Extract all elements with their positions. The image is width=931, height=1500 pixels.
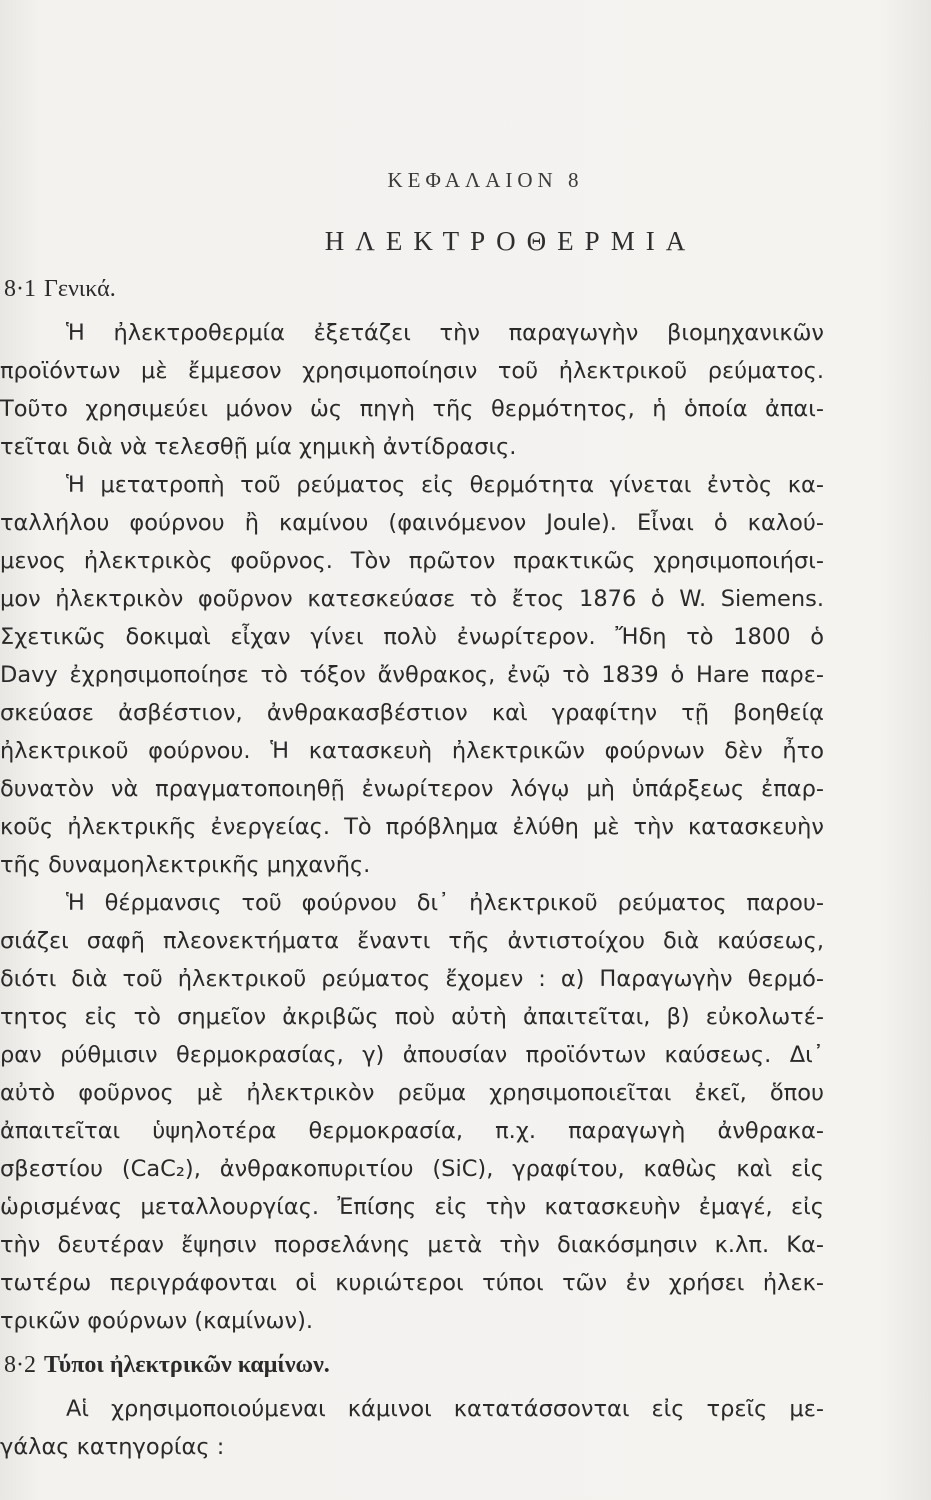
text-line: Ἡ μετατροπὴ τοῦ ρεύματος εἰς θερμότητα γίνεται ἐντὸς κα-: [66, 472, 824, 498]
text-line: κοῦς ἠλεκτρικῆς ἐνεργείας. Τὸ πρόβλημα ἐλύθη μὲ τὴν κατασκευὴν: [0, 814, 824, 840]
text-line: τωτέρω περιγράφονται οἱ κυριώτεροι τύποι τῶν ἐν χρήσει ἠλεκ-: [0, 1270, 824, 1296]
text-line: τητος εἰς τὸ σημεῖον ἀκριβῶς ποὺ αὐτὴ ἀπαιτεῖται, β) εὐκολωτέ-: [0, 1004, 824, 1030]
text-line: ἀπαιτεῖται ὑψηλοτέρα θερμοκρασία, π.χ. παραγωγὴ ἀνθρακα-: [0, 1118, 824, 1144]
text-line: Αἱ χρησιμοποιούμεναι κάμινοι κατατάσσονται εἰς τρεῖς με-: [66, 1396, 824, 1422]
text-line: ραν ρύθμισιν θερμοκρασίας, γ) ἀπουσίαν προϊόντων καύσεως. Δι᾽: [0, 1042, 824, 1068]
chapter-label: ΚΕΦΑΛΑΙΟΝ 8: [387, 168, 584, 192]
text-line: μενος ἠλεκτρικὸς φοῦρνος. Τὸν πρῶτον πρακτικῶς χρησιμοποιήσι-: [0, 548, 824, 574]
text-line: Davy ἐχρησιμοποίησε τὸ τόξον ἄνθρακος, ἐνῷ τὸ 1839 ὁ Hare παρε-: [0, 662, 824, 688]
text-line: τεῖται διὰ νὰ τελεσθῇ μία χημικὴ ἀντίδρασις.: [0, 434, 517, 460]
text-line: σκεύασε ἀσβέστιον, ἀνθρακασβέστιον καὶ γραφίτην τῇ βοηθείᾳ: [0, 700, 824, 726]
text-line: τὴν δευτέραν ἔψησιν πορσελάνης μετὰ τὴν διακόσμησιν κ.λπ. Κα-: [0, 1232, 824, 1258]
text-line: αὐτὸ φοῦρνος μὲ ἠλεκτρικὸν ρεῦμα χρησιμοποιεῖται ἐκεῖ, ὅπου: [0, 1080, 824, 1106]
text-line: διότι διὰ τοῦ ἠλεκτρικοῦ ρεύματος ἔχομεν : α) Παραγωγὴν θερμό-: [0, 966, 824, 992]
text-line: δυνατὸν νὰ πραγματοποιηθῇ ἐνωρίτερον λόγῳ μὴ ὑπάρξεως ἐπαρ-: [0, 776, 824, 802]
text-line: Τοῦτο χρησιμεύει μόνον ὡς πηγὴ τῆς θερμότητος, ἡ ὁποία ἀπαι-: [0, 396, 824, 422]
section-title: Γενικά.: [44, 276, 116, 302]
text-line: τρικῶν φούρνων (καμίνων).: [0, 1308, 314, 1334]
chapter-title: ΗΛΕΚΤΡΟΘΕΡΜΙΑ: [324, 226, 697, 256]
text-line: Σχετικῶς δοκιμαὶ εἶχαν γίνει πολὺ ἐνωρίτερον. Ἤδη τὸ 1800 ὁ: [0, 624, 824, 650]
text-line: σιάζει σαφῆ πλεονεκτήματα ἔναντι τῆς ἀντιστοίχου διὰ καύσεως,: [0, 928, 824, 954]
text-line: τῆς δυναμοηλεκτρικῆς μηχανῆς.: [0, 852, 371, 878]
text-line: σβεστίου (CaC₂), ἀνθρακοπυριτίου (SiC), γραφίτου, καθὼς καὶ εἰς: [0, 1156, 824, 1182]
text-line: μον ἠλεκτρικὸν φοῦρνον κατεσκεύασε τὸ ἔτος 1876 ὁ W. Siemens.: [0, 586, 824, 612]
text-line: γάλας κατηγορίας :: [0, 1434, 225, 1460]
text-line: Ἡ ἠλεκτροθερμία ἐξετάζει τὴν παραγωγὴν βιομηχανικῶν: [66, 320, 824, 346]
section-heading-1: [4, 276, 116, 303]
text-line: προϊόντων μὲ ἔμμεσον χρησιμοποίησιν τοῦ ἠλεκτρικοῦ ρεύματος.: [0, 358, 824, 384]
text-line: ταλλήλου φούρνου ἢ καμίνου (φαινόμενον Joule). Εἶναι ὁ καλού-: [0, 510, 824, 536]
section-number: 8·2: [4, 1352, 36, 1378]
text-line: Ἡ θέρμανσις τοῦ φούρνου δι᾽ ἠλεκτρικοῦ ρεύματος παρου-: [66, 890, 824, 916]
text-line: ἠλεκτρικοῦ φούρνου. Ἡ κατασκευὴ ἠλεκτρικῶν φούρνων δὲν ἦτο: [0, 738, 824, 764]
text-line: ὡρισμένας μεταλλουργίας. Ἐπίσης εἰς τὴν κατασκευὴν ἐμαγέ, εἰς: [0, 1194, 824, 1220]
section-number: 8·1: [4, 276, 36, 302]
section-title: Τύποι ἠλεκτρικῶν καμίνων.: [44, 1352, 330, 1378]
section-heading-2: [4, 1352, 330, 1379]
